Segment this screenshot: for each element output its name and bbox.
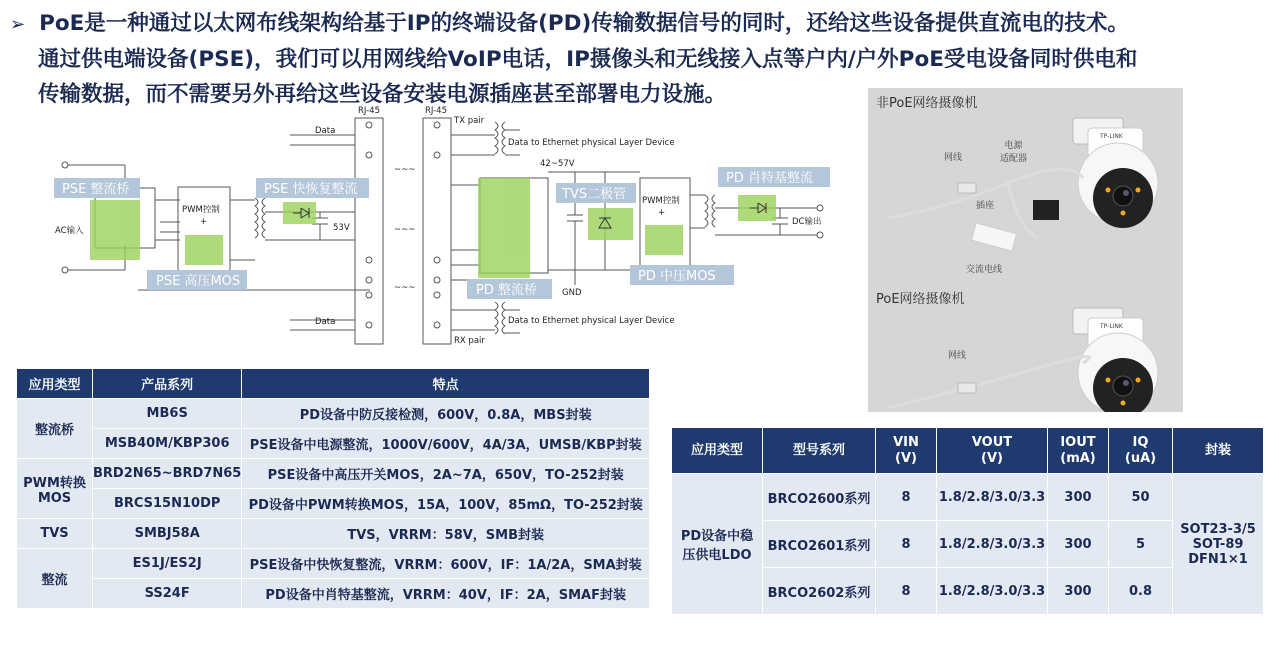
pwm-plus-1: + <box>200 217 208 227</box>
pse-mos-highlight <box>185 235 223 265</box>
tx-pair-label: TX pair <box>454 116 485 126</box>
iout-cell: 300 <box>1048 568 1109 615</box>
table-row <box>672 474 1264 521</box>
iq-cell: 5 <box>1109 521 1173 568</box>
feature-cell: PSE设备中快恢复整流，VRRM：600V，IF：1A/2A，SMA封装 <box>242 549 650 579</box>
iout-cell: 300 <box>1048 521 1109 568</box>
type-cell: 整流桥 <box>17 399 93 459</box>
model-cell: BRCO2601系列 <box>763 521 876 568</box>
table-row <box>17 519 650 549</box>
pd-rectifier-label: PD 整流桥 <box>476 283 537 298</box>
camera-comparison-photo <box>868 88 1183 412</box>
dc-output-label: DC输出 <box>792 217 822 227</box>
tilde-1: ~~~ <box>394 165 416 175</box>
feature-cell: PD设备中防反接检测，600V，0.8A，MBS封装 <box>242 399 650 429</box>
header-app-type: 应用类型 <box>672 428 763 474</box>
header-vin: VIN (V) <box>876 428 937 474</box>
header-iout: IOUT (mA) <box>1048 428 1109 474</box>
vin-cell: 8 <box>876 568 937 615</box>
iq-cell: 50 <box>1109 474 1173 521</box>
vout-cell: 1.8/2.8/3.0/3.3 <box>937 568 1048 615</box>
header-feature: 特点 <box>242 369 650 399</box>
feature-cell: TVS，VRRM：58V，SMB封装 <box>242 519 650 549</box>
series-cell: ES1J/ES2J <box>93 549 242 579</box>
eth-top-label: Data to Ethernet physical Layer Device <box>508 138 675 148</box>
table-row <box>17 399 650 429</box>
type-cell: TVS <box>17 519 93 549</box>
series-cell: BRD2N65~BRD7N65 <box>93 459 242 489</box>
series-cell: BRCS15N10DP <box>93 489 242 519</box>
series-cell: SS24F <box>93 579 242 609</box>
rx-pair-label: RX pair <box>454 336 485 346</box>
header-app-type: 应用类型 <box>17 369 93 399</box>
rj45-left-label: RJ-45 <box>358 106 380 116</box>
type-cell: PWM转换MOS <box>17 459 93 519</box>
tvs-highlight <box>588 208 633 240</box>
feature-cell: PSE设备中高压开关MOS，2A~7A，650V，TO-252封装 <box>242 459 650 489</box>
vout-cell: 1.8/2.8/3.0/3.3 <box>937 521 1048 568</box>
vout-cell: 1.8/2.8/3.0/3.3 <box>937 474 1048 521</box>
pd-mos-highlight <box>645 225 683 255</box>
bullet-arrow-icon: ➢ <box>10 14 26 35</box>
feature-cell: PD设备中PWM转换MOS，15A，100V，85mΩ，TO-252封装 <box>242 489 650 519</box>
feature-cell: PD设备中肖特基整流，VRRM：40V，IF：2A，SMAF封装 <box>242 579 650 609</box>
cable-label-2: 网线 <box>948 351 967 361</box>
gnd-label: GND <box>562 288 582 298</box>
table-header-row <box>17 369 650 399</box>
voltage-range-label: 42~57V <box>540 159 575 169</box>
voltage-53-label: 53V <box>333 223 350 233</box>
tilde-2: ~~~ <box>394 225 416 235</box>
table-row <box>17 549 650 579</box>
poe-circuit-diagram <box>50 100 840 350</box>
table-row <box>17 429 650 459</box>
type-cell: 整流 <box>17 549 93 609</box>
iq-cell: 0.8 <box>1109 568 1173 615</box>
tilde-3: ~~~ <box>394 283 416 293</box>
iout-cell: 300 <box>1048 474 1109 521</box>
camera-illustration <box>868 88 1183 412</box>
pse-rectifier-highlight <box>90 200 140 260</box>
brand-logo-bottom: TP-LINK <box>1100 323 1123 330</box>
header-iq: IQ (uA) <box>1109 428 1173 474</box>
type-cell: PD设备中稳压供电LDO <box>672 474 763 615</box>
header-package: 封装 <box>1173 428 1264 474</box>
pse-rectifier-label: PSE 整流桥 <box>62 182 130 197</box>
poe-camera-title: PoE网络摄像机 <box>876 292 965 307</box>
intro-line-3: 传输数据，而不需要另外再给这些设备安装电源插座甚至部署电力设施。 <box>38 82 727 107</box>
series-cell: MSB40M/KBP306 <box>93 429 242 459</box>
header-model: 型号系列 <box>763 428 876 474</box>
pd-mos-label: PD 中压MOS <box>638 269 716 284</box>
model-cell: BRCO2602系列 <box>763 568 876 615</box>
pse-fast-label: PSE 快恢复整流 <box>264 182 358 197</box>
adapter-label: 电源 适配器 <box>1000 141 1028 164</box>
cable-label: 网线 <box>944 153 963 163</box>
eth-bottom-label: Data to Ethernet physical Layer Device <box>508 316 675 326</box>
plug-label: 插座 <box>976 201 995 211</box>
pwm-label-1: PWM控制 <box>182 205 220 215</box>
table-row <box>17 489 650 519</box>
pd-schottky-label: PD 肖特基整流 <box>726 171 813 186</box>
ac-cable-label: 交流电线 <box>966 265 1003 275</box>
data-top-label: Data <box>315 126 336 136</box>
model-cell: BRCO2600系列 <box>763 474 876 521</box>
header-series: 产品系列 <box>93 369 242 399</box>
header-vout: VOUT (V) <box>937 428 1048 474</box>
feature-cell: PSE设备中电源整流，1000V/600V，4A/3A，UMSB/KBP封装 <box>242 429 650 459</box>
table-row <box>17 459 650 489</box>
rj45-right-label: RJ-45 <box>425 106 447 116</box>
data-bottom-label: Data <box>315 317 336 327</box>
ac-input-label: AC输入 <box>55 226 84 236</box>
table-header-row <box>672 428 1264 474</box>
vin-cell: 8 <box>876 521 937 568</box>
table-row <box>17 579 650 609</box>
non-poe-camera-title: 非PoE网络摄像机 <box>876 96 978 111</box>
product-series-table <box>16 368 650 609</box>
intro-text-1: PoE是一种通过以太网布线架构给基于IP的终端设备(PD)传输数据信号的同时，还给这些设备提供直流电的技术。 <box>39 11 1129 36</box>
series-cell: MB6S <box>93 399 242 429</box>
brand-logo-top: TP-LINK <box>1100 133 1123 140</box>
ldo-spec-table <box>671 427 1264 615</box>
intro-line-1 <box>10 6 1270 42</box>
tvs-label: TVS二极管 <box>562 187 627 202</box>
pse-mos-label: PSE 高压MOS <box>156 274 241 289</box>
pwm-label-2: PWM控制 <box>642 196 680 206</box>
vin-cell: 8 <box>876 474 937 521</box>
pd-rectifier-highlight <box>478 178 530 278</box>
pwm-plus-2: + <box>658 208 666 218</box>
intro-line-2: 通过供电端设备(PSE)，我们可以用网线给VoIP电话，IP摄像头和无线接入点等户内/户外PoE受电设备同时供电和 <box>38 47 1138 72</box>
series-cell: SMBJ58A <box>93 519 242 549</box>
package-cell: SOT23-3/5 SOT-89 DFN1×1 <box>1173 474 1264 615</box>
